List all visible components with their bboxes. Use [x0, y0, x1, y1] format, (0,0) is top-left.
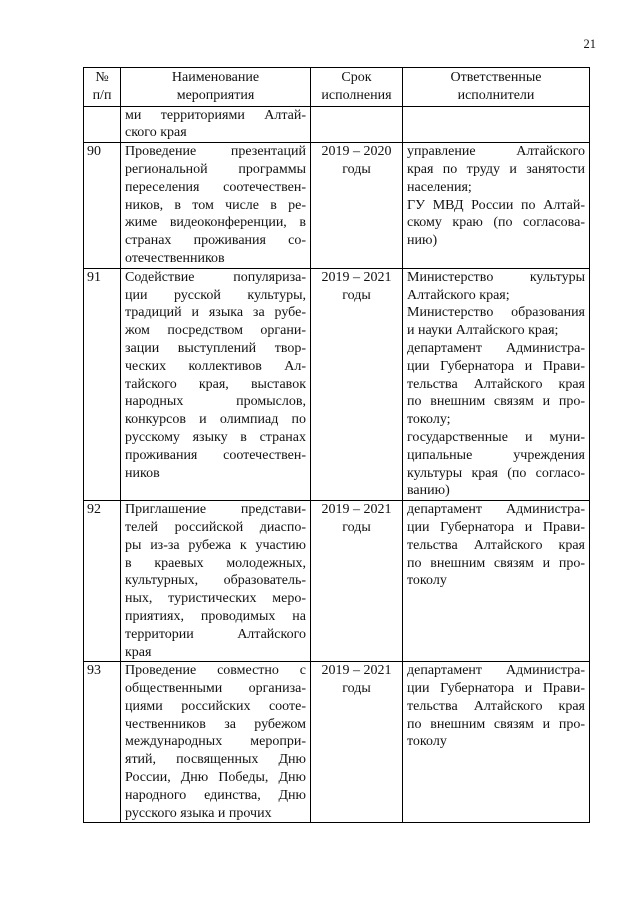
cell-term [311, 106, 403, 143]
text-line: тельства Алтайского края [407, 376, 585, 392]
cell-term [311, 662, 403, 823]
header-resp [403, 68, 590, 107]
cell-name [121, 662, 311, 823]
text-line: годы [342, 519, 371, 535]
table-header-row [84, 68, 590, 107]
text-line: ников, в том числе в ре- [125, 197, 306, 213]
text-line: токолу [407, 734, 447, 750]
text-line: культуры края (по согласо- [407, 465, 585, 481]
text-line: ми территориями Алтай- [125, 107, 306, 123]
text-line: департамент Администра- [407, 502, 585, 518]
header-resp-line: Ответственные [450, 70, 542, 85]
text-line: территории Алтайского [125, 626, 306, 642]
text-line: тельства Алтайского края [407, 698, 585, 714]
text-line: Алтайского края; [407, 287, 510, 303]
text-line: 2019 – 2021 [321, 502, 392, 518]
table-row [84, 662, 590, 823]
cell-num [84, 106, 121, 143]
cell-name [121, 501, 311, 662]
text-line: по внешним связям и про- [407, 555, 585, 571]
cell-num: 91 [84, 268, 121, 500]
text-line: населения; [407, 179, 472, 195]
text-line: токолу [407, 573, 447, 589]
cell-num: 90 [84, 143, 121, 269]
text-line: России, Дню Победы, Дню [125, 770, 306, 786]
text-line: русскому языку в странах [125, 429, 306, 445]
text-line: ГУ МВД России по Алтай- [407, 197, 585, 213]
text-line: 2019 – 2021 [321, 269, 392, 285]
cell-resp [403, 501, 590, 662]
text-line: ции Губернатора и Прави- [407, 681, 585, 697]
header-term [311, 68, 403, 107]
text-line: края [125, 644, 152, 660]
page-number: 21 [583, 37, 596, 51]
text-line: департамент Администра- [407, 340, 585, 356]
header-term-line: исполнения [321, 87, 392, 103]
text-line: Проведение презентаций [125, 144, 306, 160]
text-line: региональной программы [125, 161, 306, 177]
text-line: тайского края, выставок [125, 376, 306, 392]
text-line: народных промыслов, [125, 394, 306, 410]
table-row [84, 143, 590, 269]
cell-num: 93 [84, 662, 121, 823]
table-row-continuation [84, 106, 590, 143]
text-line: ции русской культуры, [125, 287, 306, 303]
text-line: чественников за рубежом [125, 716, 306, 732]
text-line: ников [125, 465, 160, 481]
text-line: ры из-за рубежа к участию [125, 537, 306, 553]
text-line: 2019 – 2020 [321, 144, 392, 160]
header-name-line: мероприятия [176, 87, 255, 103]
text-line: годы [342, 161, 371, 177]
text-line: ных, туристических меро- [125, 591, 306, 607]
text-line: Приглашение представи- [125, 502, 306, 518]
text-line: годы [342, 287, 371, 303]
header-num-line: № [95, 70, 109, 85]
text-line: ятий, посвященных Дню [125, 752, 306, 768]
header-term-line: Срок [341, 70, 372, 85]
text-line: общественными организа- [125, 681, 306, 697]
cell-resp [403, 143, 590, 269]
text-line: ции Губернатора и Прави- [407, 358, 585, 374]
text-line: ции Губернатора и Прави- [407, 519, 585, 535]
table-row [84, 268, 590, 500]
text-line: в краевых молодежных, [125, 555, 306, 571]
text-line: народного единства, Дню [125, 787, 306, 803]
text-line: департамент Администра- [407, 663, 585, 679]
text-line: Проведение совместно с [125, 663, 306, 679]
text-line: ципальные учреждения [407, 447, 585, 463]
text-line: проживания соотечествен- [125, 447, 306, 463]
text-line: жиме видеоконференции, в [125, 215, 306, 231]
text-line: Министерство образования [407, 305, 585, 321]
cell-term [311, 268, 403, 500]
text-line: русского языка и прочих [125, 805, 272, 821]
text-line: международных меропри- [125, 734, 306, 750]
header-name [121, 68, 311, 107]
header-resp-line: исполнители [457, 87, 535, 103]
cell-name [121, 143, 311, 269]
text-line: токолу; [407, 412, 451, 428]
text-line: ческих коллективов Ал- [125, 358, 306, 374]
text-line: традиций и языка за рубе- [125, 305, 306, 321]
cell-resp [403, 662, 590, 823]
text-line: жом посредством органи- [125, 323, 306, 339]
text-line: скому краю (по согласова- [407, 215, 585, 231]
text-line: управление Алтайского [407, 144, 585, 160]
text-line: ского края [125, 125, 187, 141]
text-line: 2019 – 2021 [321, 663, 392, 679]
cell-name [121, 106, 311, 143]
cell-term [311, 143, 403, 269]
header-num [84, 68, 121, 107]
text-line: отечественников [125, 250, 225, 266]
text-line: и науки Алтайского края; [407, 323, 559, 339]
text-line: по внешним связям и про- [407, 716, 585, 732]
text-line: по внешним связям и про- [407, 394, 585, 410]
cell-term [311, 501, 403, 662]
header-num-line: п/п [92, 87, 112, 103]
header-name-line: Наименование [171, 70, 260, 85]
text-line: ванию) [407, 483, 450, 499]
text-line: переселения соотечествен- [125, 179, 306, 195]
text-line: циями российских сооте- [125, 698, 306, 714]
text-line: телей российской диаспо- [125, 519, 306, 535]
text-line: приятиях, проводимых на [125, 608, 306, 624]
cell-resp [403, 106, 590, 143]
events-table [83, 67, 590, 823]
text-line: государственные и муни- [407, 429, 585, 445]
text-line: края по труду и занятости [407, 161, 585, 177]
cell-num: 92 [84, 501, 121, 662]
table-row [84, 501, 590, 662]
text-line: Содействие популяриза- [125, 269, 306, 285]
cell-name [121, 268, 311, 500]
cell-resp [403, 268, 590, 500]
text-line: Министерство культуры [407, 269, 585, 285]
text-line: тельства Алтайского края [407, 537, 585, 553]
text-line: странах проживания со- [125, 233, 306, 249]
text-line: конкурсов и олимпиад по [125, 412, 306, 428]
text-line: культурных, образователь- [125, 573, 306, 589]
text-line: годы [342, 681, 371, 697]
text-line: зации выступлений твор- [125, 340, 306, 356]
text-line: нию) [407, 233, 438, 249]
